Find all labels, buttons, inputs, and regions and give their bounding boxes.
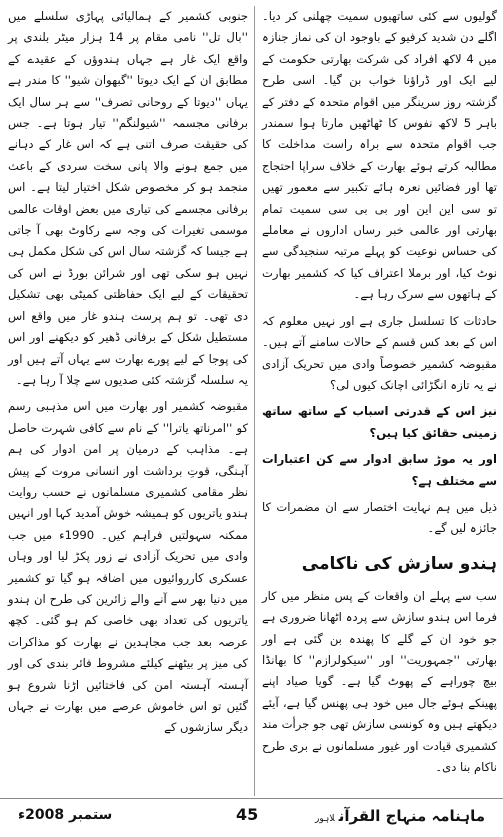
question: نیز اس کے قدرتی اسباب کے ساتھ ساتھ زمینی حقائق کیا ہیں؟ xyxy=(262,404,497,440)
page-footer xyxy=(0,798,503,837)
paragraph: حادثات کا تسلسل جاری ہے اور نہیں معلوم کہ اس کے بعد کس قسم کے حالات سامنے آتے ہیں۔ مقبوضہ کشمیر خصوصاً وادی میں تحریک آزادی نے یہ تازہ انگڑائی اچانک کیوں لی؟ xyxy=(262,313,497,392)
left-column xyxy=(8,6,248,744)
column-divider xyxy=(254,6,255,796)
paragraph: ذیل میں ہم نہایت اختصار سے ان مضمرات کا جائزہ لیں گے۔ xyxy=(262,499,497,536)
paragraph: گولیوں سے کئی ساتھیوں سمیت چھلنی کر دیا۔ اگلے دن شدید کرفیو کے باوجود ان کی نماز جنازہ میں 4 لاکھ افراد کی شرکت بھارتی حکومت کے لیے ایک اور ڈراؤنا خواب بن گیا۔ اسی طرح گزشتہ روز سرینگر میں اقوام متحدہ کے دفتر کے باہر 5 لاکھ نفوس کا ٹھاٹھیں مارتا ہوا سمندر جب اقوام متحدہ سے براہ راست مداخلت کا مطالبہ کرتے ہوئے بھارت کے خلاف سراپا احتجاج تھا اور فضائیں نعرہ ہائے تکبیر سے معمور تھیں تو سی این این اور بی بی سی سمیت تمام بھارتی اور عالمی خبر رساں اداروں نے معاملے کی حساس نوعیت کو پہلے مرتبہ سنجیدگی سے نوٹ کیا، اور برملا اعتراف کیا کہ کشمیر بھارت کے ہاتھوں سے سرک رہا ہے۔ xyxy=(262,9,497,302)
issue-date: ستمبر 2008ء xyxy=(18,807,113,823)
paragraph: سب سے پہلے ان واقعات کے پس منظر میں کار فرما اس ہندو سازش سے پردہ اٹھانا ضروری ہے جو خود ان کے گلے کا پھندہ بن گئی ہے اور بھارتی ''جمہوریت'' اور ''سیکولرازم'' کا بھانڈا بیچ چوراہے کے پھوٹ گیا ہے۔ گویا صیاد اپنے پھینکے ہوئے جال میں خود ہی پھنس گیا ہے، آیئے دیکھتے ہیں وہ کونسی سازش تھی جو جرأت مند کشمیری قیادت اور غیور مسلمانوں نے بری طرح ناکام بنا دی۔ xyxy=(262,588,497,774)
magazine-city: لاہور xyxy=(315,814,335,824)
paragraph: جنوبی کشمیر کے ہمالیائی پہاڑی سلسلے میں ''بال تل'' نامی مقام پر 14 ہزار میٹر بلندی پر واقع ایک غار ہے جہاں ہندوؤں کے عقیدے کے مطابق ان کے ایک دیوتا ''گبھوان شیو'' کا مندر ہے یہاں ''دیوتا کے روحانی تصرف'' سے ہر سال ایک برفانی مجسمہ ''شیولنگم'' تیار ہوتا ہے۔ جس کی حقیقت صرف اتنی ہے کہ اس غار کے دہانے میں جمع ہونے والا پانی سخت سردی کے باعث منجمد ہو کر مخصوص شکل اختیار لیتا ہے۔ اس برفانی مجسمے کی تیاری میں بعض اوقات عالمی موسمی تغیرات کی وجہ سے رکاوٹ بھی آ جاتی ہے جیسا کہ گزشتہ سال اس کی شکل مکمل ہی نہیں ہو سکی تھی اور شرائن بورڈ نے اس کی تحقیقات کے لیے ایک حفاظتی کمیٹی بھی تشکیل دی تھی۔ تو ہم پرست ہندو غار میں واقع اس مستطیل شکل کے برفانی ڈھیر کو دیکھنے اور اس کی پوجا کے لیے پورے بھارت سے یہاں آتے ہیں اور یہ سلسلہ گزشتہ کئی صدیوں سے چلا آ رہا ہے۔ xyxy=(8,9,248,387)
right-column xyxy=(262,6,497,783)
footer-magazine xyxy=(315,807,485,825)
section-heading: ہندو سازش کی ناکامی xyxy=(301,553,497,574)
paragraph: مقبوضہ کشمیر اور بھارت میں اس مذہبی رسم کو ''امرناتھ یاترا'' کے نام سے کافی شہرت حاصل ہے۔ مذاہب کے درمیان پر امن ادوار کی ہم آہنگی، قوتِ برداشت اور انسانی مروت کے پیش نظر مقامی کشمیری مسلمانوں نے حسب روایت ہندو یاتریوں کو ہمیشہ خوش آمدید کہا اور انہیں ممکنہ سہولتیں فراہم کیں۔ 1990ء میں جب وادی میں تحریک آزادی نے زور پکڑ لیا اور وہاں عسکری کارروائیوں میں اضافہ ہو گیا تو کشمیر میں دنیا بھر سے آنے والے زائرین کی طرح ان ہندو یاتریوں کی تعداد بھی خاصی کم ہو گئی۔ کچھ عرصہ بعد جب مجاہدین نے بھارت کو مذاکرات کی میز پر بیٹھنے کیلئے مشروط فائر بندی کی اور آہستہ آہستہ امن کی فاختائیں اڑنا شروع ہو گئیں تو اس خاموش عرصے میں بھارت نے جہاں دیگر سازشوں کے xyxy=(8,399,248,735)
magazine-title: ماہنامہ منہاج القرآن xyxy=(338,807,485,825)
page-number: 45 xyxy=(236,805,259,824)
question: اور یہ موڑ سابق ادوار سے کن اعتبارات سے مختلف ہے؟ xyxy=(262,452,497,488)
